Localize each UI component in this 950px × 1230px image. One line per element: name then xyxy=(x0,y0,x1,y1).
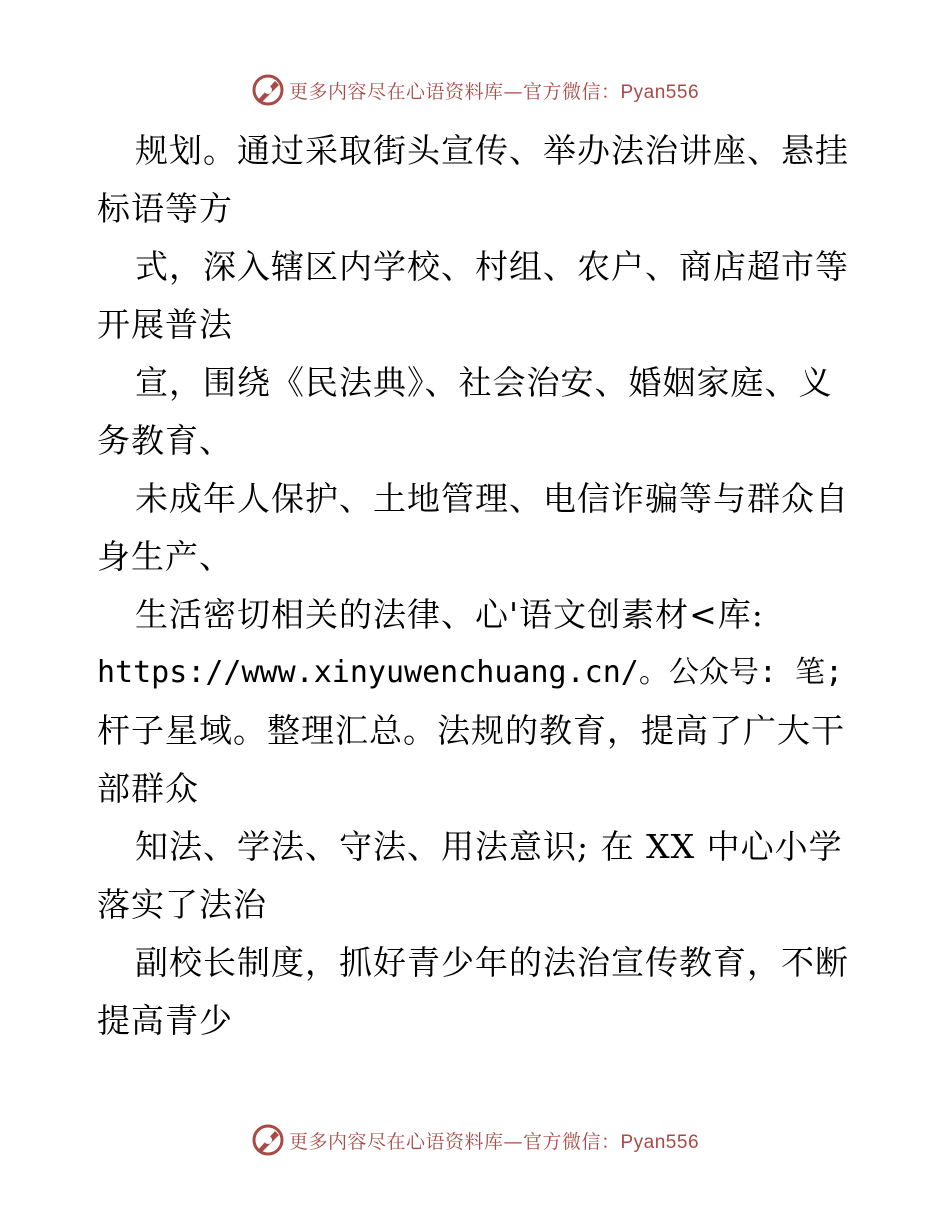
header-text: 更多内容尽在心语资料库—官方微信：Pyan556 xyxy=(288,80,700,103)
header-banner xyxy=(0,70,950,110)
body-line: 提高青少 xyxy=(97,1001,233,1040)
body-line: 落实了法治 xyxy=(97,885,267,924)
body-line: 规划。通过采取街头宣传、举办法治讲座、悬挂 xyxy=(135,131,849,170)
body-line: 式，深入辖区内学校、村组、农户、商店超市等 xyxy=(135,247,849,286)
body-line-url: https://www.xinyuwenchuang.cn/。公众号: 笔; xyxy=(97,655,844,690)
footer-banner xyxy=(0,1120,950,1160)
footer-text: 更多内容尽在心语资料库—官方微信：Pyan556 xyxy=(288,1130,700,1153)
body-line: 身生产、 xyxy=(97,537,233,576)
body-line: 知法、学法、守法、用法意识; 在 XX 中心小学 xyxy=(135,827,843,866)
body-line: 部群众 xyxy=(97,769,199,808)
pen-logo-icon xyxy=(251,73,285,107)
document-body xyxy=(97,122,857,1050)
footer-wechat-id: Pyan556 xyxy=(620,1131,700,1153)
body-line: 杆子星域。整理汇总。法规的教育，提高了广大干 xyxy=(97,711,845,750)
body-line: 开展普法 xyxy=(97,305,233,344)
body-line: 生活密切相关的法律、心'语文创素材<库: xyxy=(135,595,764,634)
header-wechat-id: Pyan556 xyxy=(620,81,700,103)
pen-logo-icon xyxy=(251,1123,285,1157)
body-line: 务教育、 xyxy=(97,421,233,460)
body-line: 宣，围绕《民法典》、社会治安、婚姻家庭、义 xyxy=(135,363,833,402)
body-line: 副校长制度，抓好青少年的法治宣传教育，不断 xyxy=(135,943,849,982)
body-line: 未成年人保护、土地管理、电信诈骗等与群众自 xyxy=(135,479,849,518)
body-line: 标语等方 xyxy=(97,189,233,228)
